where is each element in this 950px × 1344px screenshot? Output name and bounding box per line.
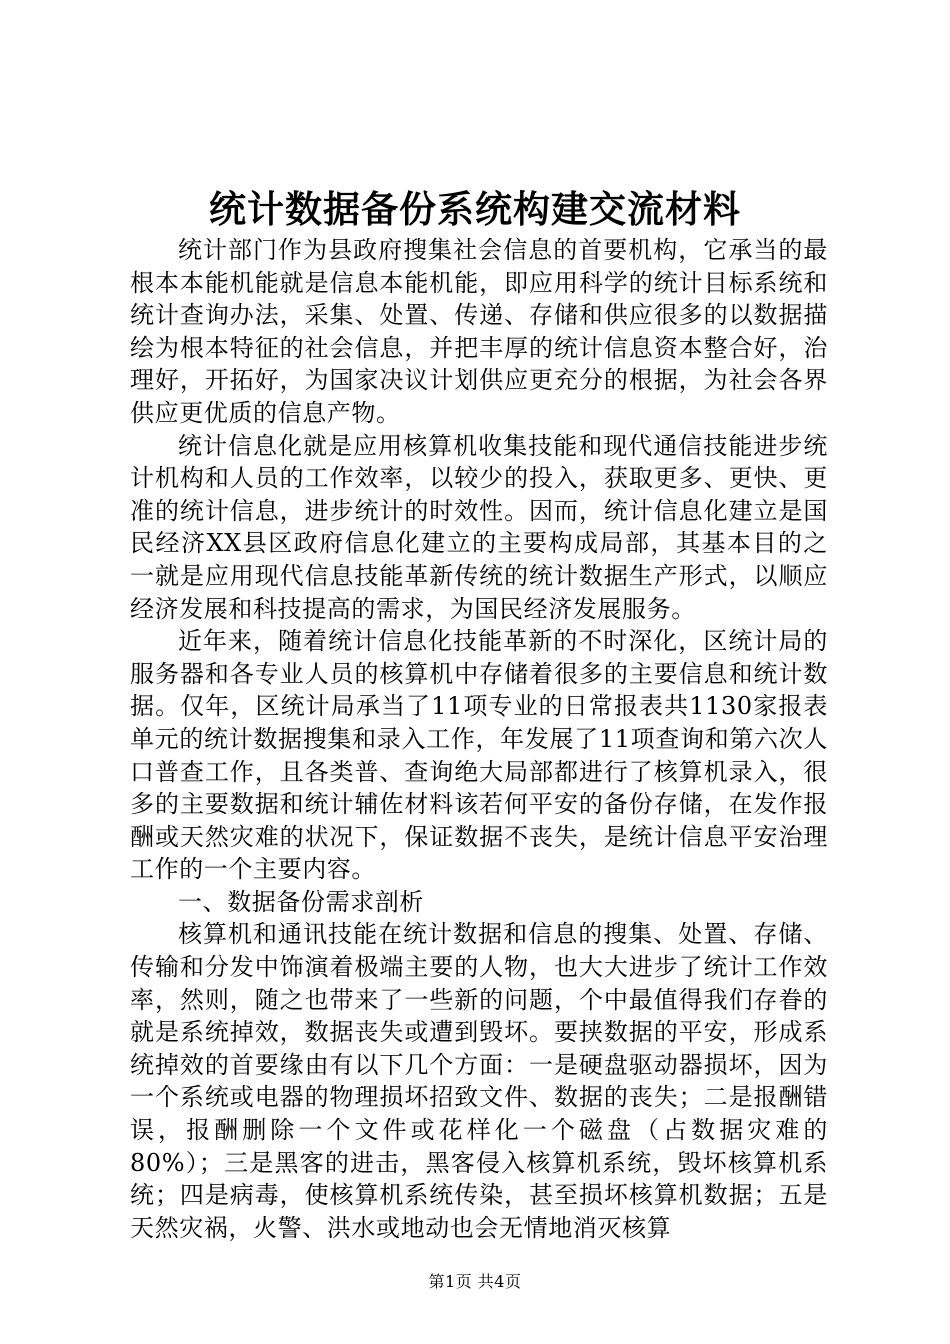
document-body [130, 234, 828, 1244]
page-number-footer: 第1页 共4页 [428, 1272, 522, 1291]
paragraph-3: 近年来，随着统计信息化技能革新的不时深化，区统计局的服务器和各专业人员的核算机中存储着很多的主要信息和统计数据。仅年，区统计局承当了11项专业的日常报表共1130家报表单元的统计数据搜集和录入工作，年发展了11项查询和第六次人口普查工作，且各类普、查询绝大局部都进行了核算机录入，很多的主要数据和统计辅佐材料该若何平安的备份存储，在发作报酬或天然灾难的状况下，保证数据不丧失，是统计信息平安治理工作的一个主要内容。 [130, 627, 828, 884]
paragraph-4: 核算机和通讯技能在统计数据和信息的搜集、处置、存储、传输和分发中饰演着极端主要的人物，也大大进步了统计工作效率，然则，随之也带来了一些新的问题，个中最值得我们存眷的就是系统掉效，数据丧失或遭到毁坏。要挟数据的平安，形成系统掉效的首要缘由有以下几个方面：一是硬盘驱动器损坏，因为一个系统或电器的物理损坏招致文件、数据的丧失；二是报酬错误，报酬删除一个文件或花样化一个磁盘（占数据灾难的80%）；三是黑客的进击，黑客侵入核算机系统，毁坏核算机系统；四是病毒，使核算机系统传染，甚至损坏核算机数据；五是天然灾祸，火警、洪水或地动也会无情地消灭核算 [130, 920, 828, 1242]
section-heading-1: 一、数据备份需求剖析 [178, 887, 424, 916]
paragraph-2: 统计信息化就是应用核算机收集技能和现代通信技能进步统计机构和人员的工作效率，以较少的投入，获取更多、更快、更准的统计信息，进步统计的时效性。因而，统计信息化建立是国民经济XX县区政府信息化建立的主要构成局部，其基本目的之一就是应用现代信息技能革新传统的统计数据生产形式，以顺应经济发展和科技提高的需求，为国民经济发展服务。 [130, 431, 828, 623]
paragraph-1: 统计部门作为县政府搜集社会信息的首要机构，它承当的最根本本能机能就是信息本能机能，即应用科学的统计目标系统和统计查询办法，采集、处置、传递、存储和供应很多的以数据描绘为根本特征的社会信息，并把丰厚的统计信息资本整合好，治理好，开拓好，为国家决议计划供应更充分的根据，为社会各界供应更优质的信息产物。 [130, 236, 828, 427]
document-title: 统计数据备份系统构建交流材料 [209, 187, 741, 231]
